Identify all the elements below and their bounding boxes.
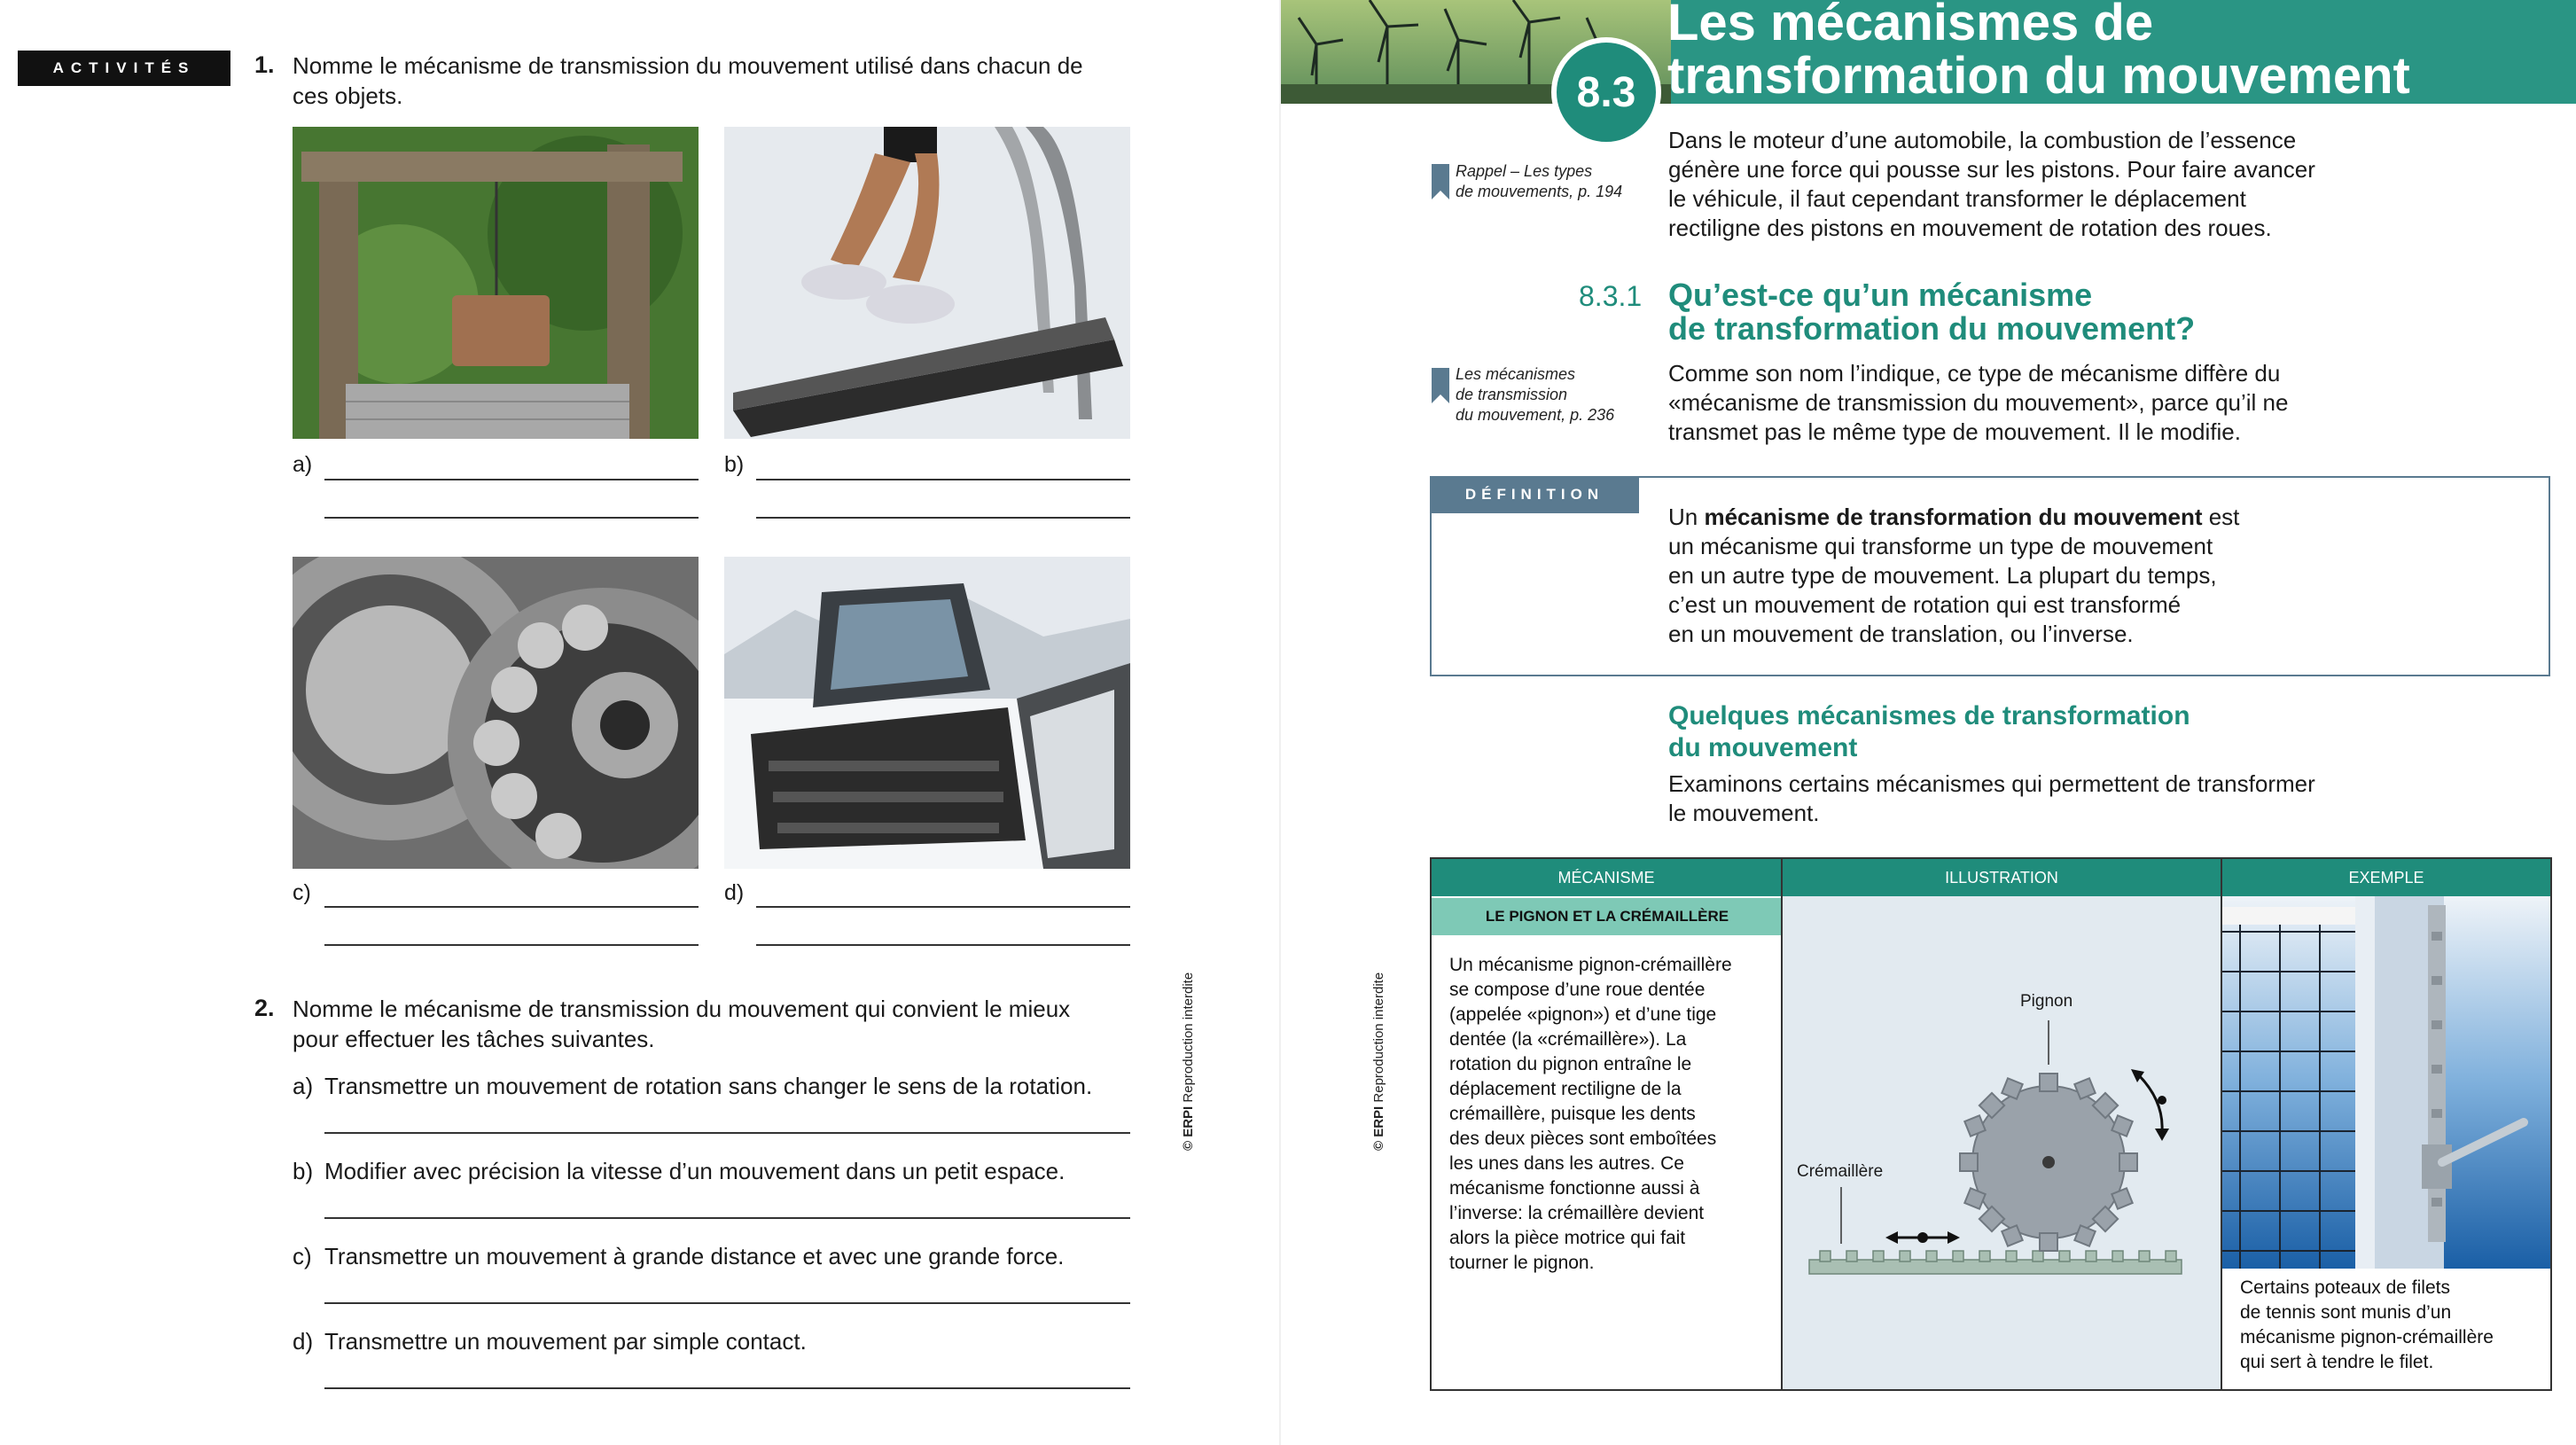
column-header-illustration: ILLUSTRATION: [1783, 859, 2221, 896]
description-line: crémaillère, puisque les dents: [1449, 1104, 1696, 1124]
rack-and-pinion-illustration: [1783, 896, 2221, 1389]
description-line: déplacement rectiligne de la: [1449, 1079, 1682, 1099]
copyright-text: Reproduction interdite: [1181, 972, 1196, 1103]
copyright-left: [1181, 972, 1196, 1151]
paragraph-line: transmet pas le même type de mouvement. Il le modifie.: [1668, 418, 2241, 445]
label-a: a): [293, 452, 313, 477]
photo-treadmill: [724, 127, 1130, 439]
column-divider: [2221, 859, 2222, 1389]
note-line: Les mécanismes: [1456, 365, 1576, 383]
intro-line: génère une force qui pousse sur les pistons. Pour faire avancer: [1668, 156, 2315, 183]
description-line: rotation du pignon entraîne le: [1449, 1054, 1692, 1074]
examples-title-line1: Quelques mécanismes de transformation: [1668, 701, 2190, 730]
copyright-brand: © ERPI: [1371, 1105, 1386, 1151]
description-line: (appelée «pignon») et d’une tige: [1449, 1004, 1717, 1025]
label-cremaillere: Crémaillère: [1797, 1162, 1884, 1181]
q2-item-d-text: Transmettre un mouvement par simple contact.: [324, 1328, 807, 1355]
intro-paragraph: [1668, 126, 2315, 243]
q2-item-b-label: b): [293, 1158, 314, 1184]
note-line: de transmission: [1456, 386, 1568, 403]
mechanism-table: [1430, 857, 2552, 1391]
bookmark-icon: [1432, 164, 1449, 199]
definition-label: DÉFINITION: [1430, 476, 1639, 513]
definition-text: [1668, 503, 2239, 649]
cross-reference-note-2[interactable]: [1456, 364, 1614, 426]
answer-line-b2[interactable]: [756, 517, 1130, 519]
answer-line-b1[interactable]: [756, 479, 1130, 480]
q2-answer-line-a[interactable]: [324, 1132, 1130, 1134]
examples-intro-line: le mouvement.: [1668, 800, 1820, 826]
photo-snow-groomer: [724, 557, 1130, 869]
definition-term: mécanisme de transformation du mouvement: [1704, 504, 2203, 530]
question-1-text-line2: ces objets.: [293, 82, 403, 109]
note-line: du mouvement, p. 236: [1456, 406, 1615, 424]
q2-item-c-text: Transmettre un mouvement à grande distance et avec une grande force.: [324, 1243, 1065, 1269]
label-c: c): [293, 880, 311, 905]
examples-title-line2: du mouvement: [1668, 733, 1858, 762]
left-page: [0, 0, 1281, 1445]
column-header-mechanism: MÉCANISME: [1432, 859, 1781, 896]
note-line: de mouvements, p. 194: [1456, 183, 1623, 200]
mechanism-description: [1449, 953, 1777, 1276]
q2-answer-line-b[interactable]: [324, 1217, 1130, 1219]
answer-line-d2[interactable]: [756, 944, 1130, 946]
page-title-line1: Les mécanismes de: [1667, 0, 2154, 51]
copyright-right: [1371, 972, 1386, 1151]
subsection-number: 8.3.1: [1579, 280, 1643, 312]
description-line: se compose d’une roue dentée: [1449, 980, 1706, 1000]
label-b: b): [724, 452, 745, 477]
label-pignon: Pignon: [2020, 992, 2073, 1011]
q2-item-b-text: Modifier avec précision la vitesse d’un mouvement dans un petit espace.: [324, 1158, 1066, 1184]
caption-line: mécanisme pignon-crémaillère: [2240, 1327, 2494, 1347]
question-1-text-line1: Nomme le mécanisme de transmission du mouvement utilisé dans chacun de: [293, 52, 1083, 79]
intro-line: Dans le moteur d’une automobile, la combustion de l’essence: [1668, 127, 2297, 153]
answer-line-c2[interactable]: [324, 944, 699, 946]
description-line: tourner le pignon.: [1449, 1253, 1595, 1273]
definition-line: en un mouvement de translation, ou l’inverse.: [1668, 621, 2134, 647]
description-line: l’inverse: la crémaillère devient: [1449, 1203, 1705, 1223]
page-title: [1667, 0, 2410, 103]
description-line: Un mécanisme pignon-crémaillère: [1449, 955, 1732, 975]
mechanism-name: LE PIGNON ET LA CRÉMAILLÈRE: [1432, 898, 1783, 935]
page-title-line2: transformation du mouvement: [1667, 47, 2410, 105]
examples-intro: [1668, 769, 2315, 828]
question-2-number: 2.: [254, 995, 275, 1021]
subsection-title-line1: Qu’est-ce qu’un mécanisme: [1668, 277, 2093, 313]
description-line: dentée (la «crémaillère»). La: [1449, 1029, 1687, 1050]
definition-line: un mécanisme qui transforme un type de mouvement: [1668, 533, 2213, 559]
paragraph-2: [1668, 359, 2288, 447]
q2-item-d-label: d): [293, 1328, 314, 1355]
right-page: [1281, 0, 2576, 1445]
note-line: Rappel – Les types: [1456, 162, 1593, 180]
caption-line: de tennis sont munis d’un: [2240, 1302, 2452, 1323]
description-line: des deux pièces sont emboîtées: [1449, 1129, 1717, 1149]
paragraph-line: Comme son nom l’indique, ce type de mécanisme diffère du: [1668, 360, 2281, 387]
q2-item-c-label: c): [293, 1243, 312, 1269]
subsection-title-line2: de transformation du mouvement?: [1668, 310, 2196, 347]
description-line: mécanisme fonctionne aussi à: [1449, 1178, 1700, 1199]
answer-line-d1[interactable]: [756, 906, 1130, 908]
intro-line: le véhicule, il faut cependant transformer le déplacement: [1668, 185, 2246, 212]
copyright-brand: © ERPI: [1181, 1105, 1196, 1151]
paragraph-line: «mécanisme de transmission du mouvement», parce qu’il ne: [1668, 389, 2289, 416]
q2-item-a-text: Transmettre un mouvement de rotation sans changer le sens de la rotation.: [324, 1073, 1093, 1099]
cross-reference-note-1[interactable]: [1456, 161, 1622, 202]
examples-title: [1668, 700, 2190, 764]
column-divider: [1781, 859, 1783, 1389]
example-caption: [2240, 1276, 2533, 1375]
definition-line: c’est un mouvement de rotation qui est transformé: [1668, 591, 2182, 618]
examples-intro-line: Examinons certains mécanismes qui permettent de transformer: [1668, 770, 2315, 797]
intro-line: rectiligne des pistons en mouvement de rotation des roues.: [1668, 215, 2272, 241]
bookmark-icon: [1432, 368, 1449, 403]
section-badge: 8.3: [1551, 37, 1661, 147]
tennis-net-photo: [2222, 896, 2550, 1269]
activities-label: ACTIVITÉS: [18, 51, 230, 86]
q2-answer-line-d[interactable]: [324, 1387, 1130, 1389]
definition-suffix: est: [2202, 504, 2240, 530]
subsection-title: [1668, 278, 2195, 346]
caption-line: qui sert à tendre le filet.: [2240, 1352, 2434, 1372]
answer-line-c1[interactable]: [324, 906, 699, 908]
question-2-text-line1: Nomme le mécanisme de transmission du mouvement qui convient le mieux: [293, 996, 1071, 1022]
definition-line: en un autre type de mouvement. La plupart du temps,: [1668, 562, 2217, 589]
definition-prefix: Un: [1668, 504, 1705, 530]
copyright-text: Reproduction interdite: [1371, 972, 1386, 1103]
question-1-number: 1.: [254, 51, 275, 78]
photo-well: [293, 127, 699, 439]
q2-answer-line-c[interactable]: [324, 1302, 1130, 1304]
description-line: les unes dans les autres. Ce: [1449, 1153, 1684, 1174]
answer-line-a2[interactable]: [324, 517, 699, 519]
q2-item-a-label: a): [293, 1073, 314, 1099]
answer-line-a1[interactable]: [324, 479, 699, 480]
question-2-text-line2: pour effectuer les tâches suivantes.: [293, 1026, 655, 1052]
description-line: alors la pièce motrice qui fait: [1449, 1228, 1686, 1248]
definition-first-line: [1668, 503, 2239, 532]
photo-bearings: [293, 557, 699, 869]
caption-line: Certains poteaux de filets: [2240, 1277, 2450, 1298]
label-d: d): [724, 880, 745, 905]
column-header-example: EXEMPLE: [2222, 859, 2550, 896]
